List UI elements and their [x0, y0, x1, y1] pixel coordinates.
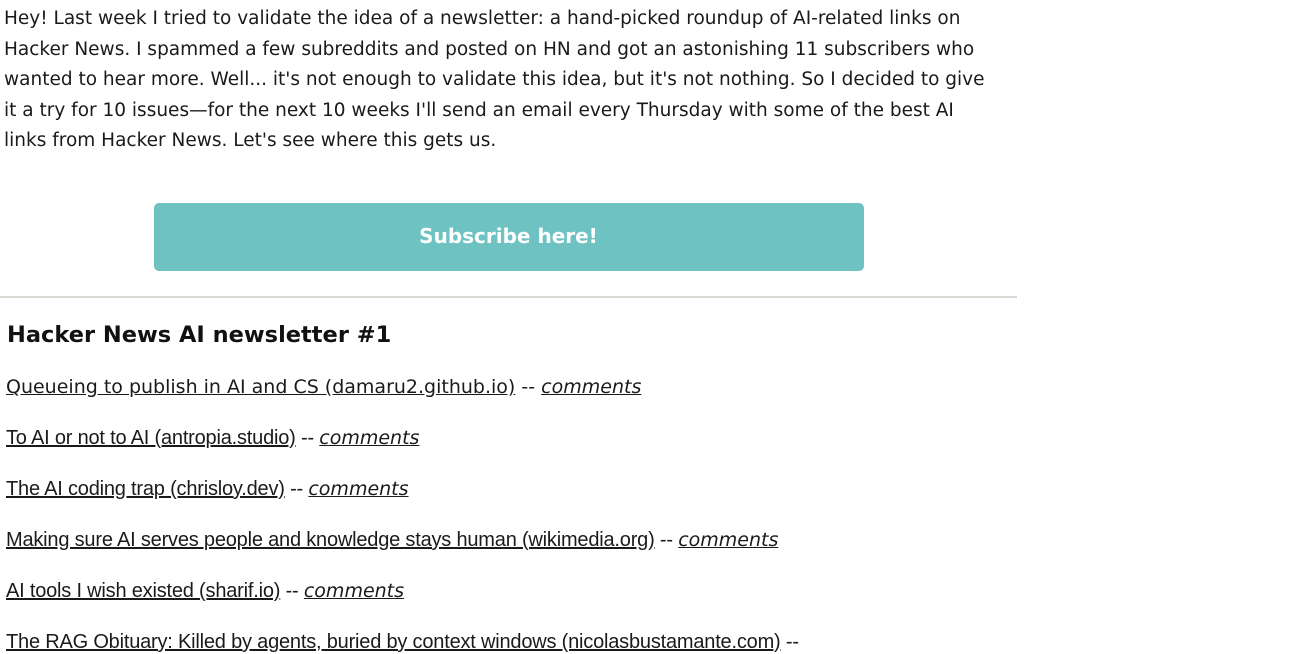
article-link[interactable]: Making sure AI serves people and knowledge stays human (wikimedia.org) — [6, 528, 655, 551]
separator-text: -- — [785, 630, 799, 653]
article-link[interactable]: AI tools I wish existed (sharif.io) — [6, 579, 281, 602]
separator-text: -- — [521, 375, 536, 398]
article-list-item — [6, 427, 1017, 450]
article-list-item — [6, 580, 1017, 603]
article-link[interactable]: To AI or not to AI (antropia.studio) — [6, 426, 296, 449]
article-link[interactable]: Queueing to publish in AI and CS (damaru2.github.io) — [6, 375, 516, 398]
article-links-list — [0, 376, 1017, 654]
separator-text: -- — [301, 426, 314, 449]
separator-text: -- — [659, 528, 673, 551]
article-list-item — [6, 631, 1017, 654]
intro-paragraph: Hey! Last week I tried to validate the idea of a newsletter: a hand-picked roundup of AI-related links on Hacker News. I spammed a few subreddits and posted on HN and got an astonishing 11 subscribers who wanted to hear more. Well... it's not enough to validate this idea, but it's not nothing. So I decided to give it a try for 10 issues—for the next 10 weeks I'll send an email every Thursday with some of the best AI links from Hacker News. Let's see where this gets us. — [4, 8, 985, 152]
comments-link[interactable]: comments — [303, 579, 405, 602]
article-list-item — [6, 376, 1017, 399]
article-list-item — [6, 478, 1017, 501]
separator-text: -- — [285, 579, 299, 602]
subscribe-button-row — [0, 203, 1017, 271]
comments-link[interactable]: comments — [541, 375, 642, 398]
newsletter-heading: Hacker News AI newsletter #1 — [7, 321, 392, 348]
article-list-item — [6, 529, 1017, 552]
subscribe-button[interactable]: Subscribe here! — [154, 203, 864, 271]
separator-text: -- — [290, 477, 303, 500]
comments-link[interactable]: comments — [319, 426, 420, 449]
article-link[interactable]: The AI coding trap (chrisloy.dev) — [6, 477, 285, 500]
comments-link[interactable]: comments — [678, 528, 779, 551]
comments-link[interactable]: comments — [308, 477, 409, 500]
section-divider — [0, 296, 1017, 298]
article-link[interactable]: The RAG Obituary: Killed by agents, buried by context windows (nicolasbustamante.com) — [6, 630, 781, 653]
